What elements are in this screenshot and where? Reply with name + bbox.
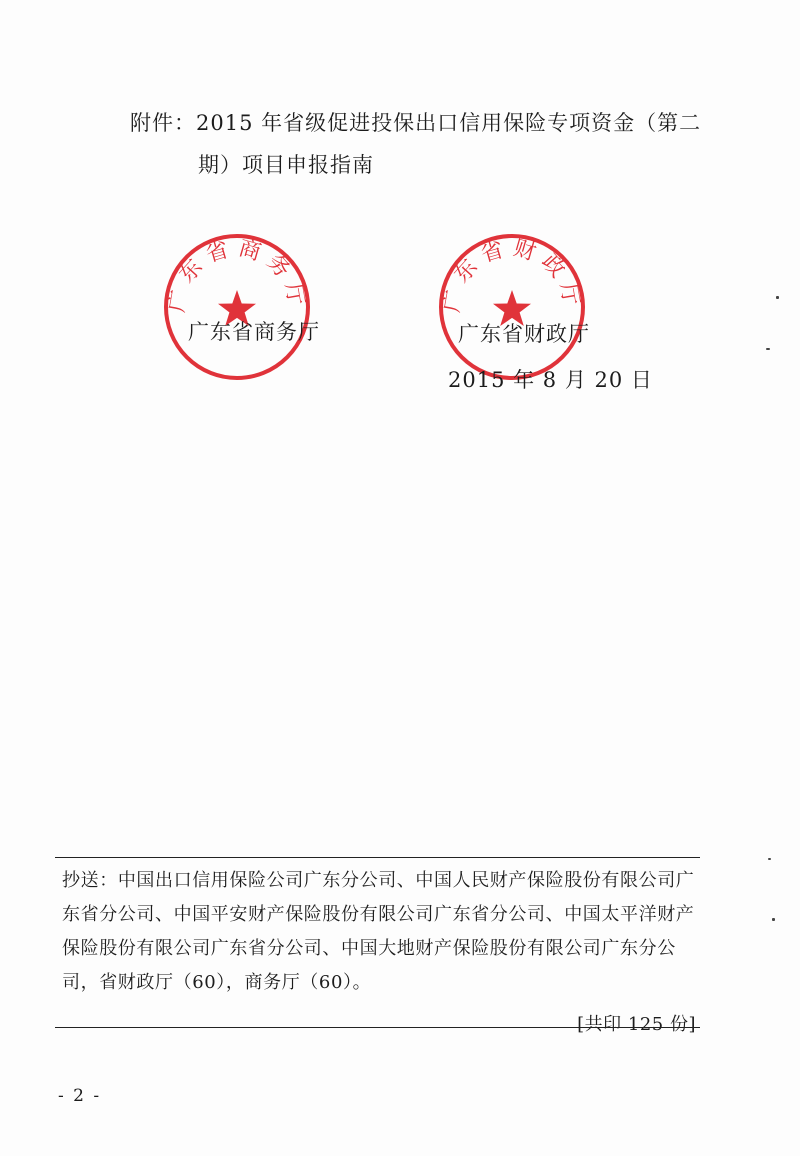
- cc-top-rule: [55, 857, 700, 858]
- cc-bottom-rule: [55, 1027, 700, 1028]
- seal-commerce-department: [162, 232, 312, 382]
- seal-commerce-text: 广东省商务厅: [164, 235, 310, 315]
- signature-finance-department: 广东省财政厅: [458, 322, 590, 346]
- copies-count: [共印 125 份]: [577, 1014, 696, 1035]
- signature-commerce-department: 广东省商务厅: [188, 320, 320, 344]
- scan-speck: [772, 918, 775, 921]
- scan-speck: [776, 296, 779, 299]
- attachment-line-1: 附件：2015 年省级促进投保出口信用保险专项资金（第二: [130, 111, 702, 135]
- scan-speck: [768, 858, 771, 860]
- signature-date: 2015 年 8 月 20 日: [448, 368, 653, 392]
- attachment-note: [130, 102, 730, 186]
- cc-recipients: 中国出口信用保险公司广东分公司、中国人民财产保险股份有限公司广东省分公司、中国平安财产保险股份有限公司广东省分公司、中国太平洋财产保险股份有限公司广东省分公司、中国大地财产保险股份有限公司广东分公司，省财政厅（60），商务厅（60）。: [62, 870, 695, 993]
- cc-label: 抄送：: [62, 870, 118, 891]
- attachment-line-2: 期）项目申报指南: [198, 153, 374, 177]
- scan-speck: [766, 348, 770, 350]
- seal-commerce-graphic: [162, 232, 312, 382]
- seal-finance-department: [437, 232, 587, 382]
- cc-block: [62, 864, 702, 1000]
- seal-finance-graphic: [437, 232, 587, 382]
- seal-finance-text: 广东省财政厅: [439, 235, 585, 315]
- page-number: - 2 -: [58, 1086, 102, 1106]
